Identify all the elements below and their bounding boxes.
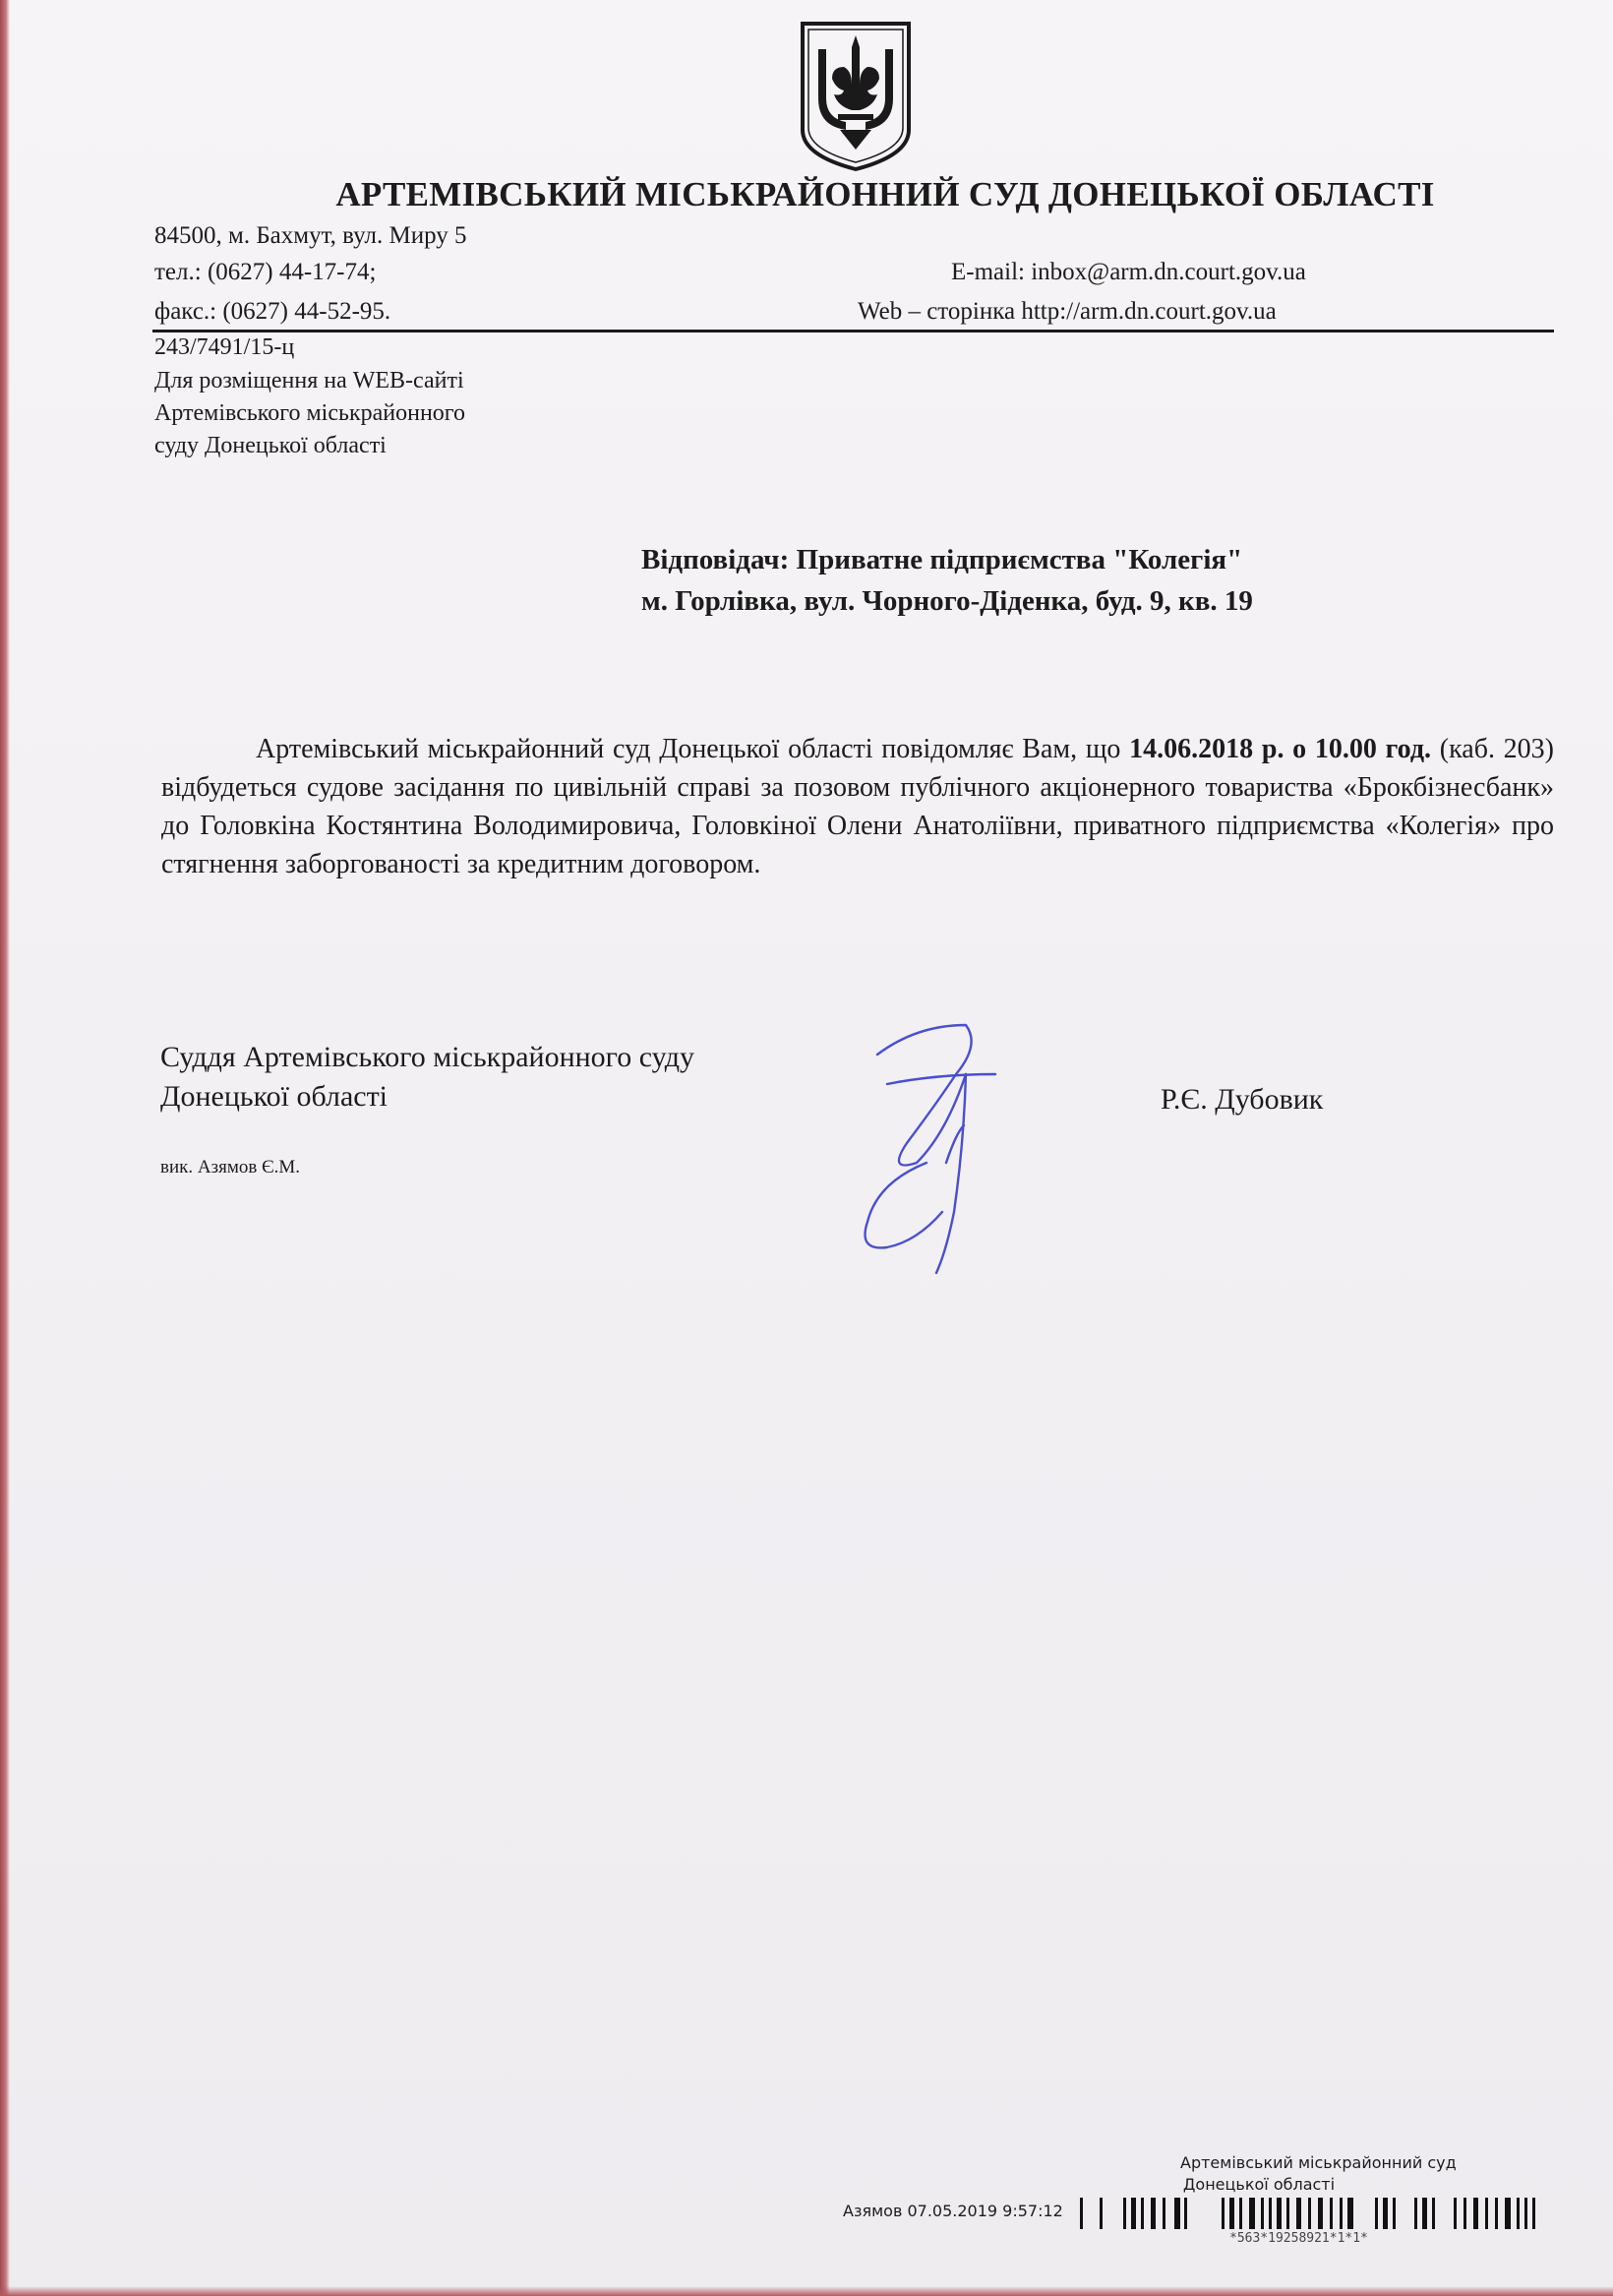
addressee-address: м. Горлівка, вул. Чорного-Діденка, буд. 9, кв. 19: [641, 585, 1253, 617]
coat-of-arms-icon: [797, 20, 915, 173]
handwritten-signature: [848, 1015, 1015, 1281]
scan-bottom-edge: [0, 2286, 1613, 2296]
notice-body: [161, 730, 1554, 883]
court-website: Web – сторінка http://arm.dn.court.gov.ua: [858, 298, 1277, 325]
court-fax: факс.: (0627) 44-52-95.: [154, 298, 391, 325]
web-note-line3: суду Донецької області: [154, 433, 387, 458]
case-number: 243/7491/15-ц: [154, 334, 295, 360]
judge-title-line1: Суддя Артемівського міськрайонного суду: [160, 1041, 695, 1073]
registration-stamp-meta: Азямов 07.05.2019 9:57:12: [843, 2202, 1063, 2220]
header-divider: [152, 330, 1554, 332]
addressee-name: Відповідач: Приватне підприємства "Колегія": [641, 544, 1243, 575]
court-name-heading: АРТЕМІВСЬКИЙ МІСЬКРАЙОННИЙ СУД ДОНЕЦЬКОЇ ОБЛАСТІ: [335, 175, 1435, 213]
executor-note: вик. Азямов Є.М.: [160, 1157, 301, 1178]
web-note-line2: Артемівського міськрайонного: [154, 400, 466, 426]
web-note-line1: Для розміщення на WEB-сайті: [154, 368, 464, 393]
stamp-court-line1: Артемівський міськрайонний суд: [1180, 2153, 1457, 2172]
judge-title-line2: Донецької області: [160, 1080, 388, 1113]
stamp-court-line2: Донецької області: [1182, 2175, 1336, 2194]
judge-title: [160, 1038, 694, 1117]
addressee-block: [641, 539, 1253, 622]
scan-left-edge: [0, 0, 10, 2296]
court-email: E-mail: inbox@arm.dn.court.gov.ua: [951, 259, 1306, 285]
judge-name: Р.Є. Дубовик: [1161, 1083, 1324, 1116]
notice-text-part2: (каб. 203) відбудеться судове засідання по цивільній справі за позовом публічного акціонерного товариства «Брокбізнесбанк» до Головкіна Костянтина Володимировича, Головкіної Олени Анатоліївни, приватного підприємства «Колегія» про стягнення заборгованості за кредитним договором.: [161, 734, 1554, 879]
barcode-number: *563*19258921*1*1*: [1229, 2231, 1368, 2246]
registration-stamp-court: [1180, 2152, 1457, 2196]
barcode-icon: [1080, 2196, 1557, 2231]
notice-text-part1: Артемівський міськрайонний суд Донецької області повідомляє Вам, що: [256, 734, 1130, 764]
court-address: 84500, м. Бахмут, вул. Миру 5: [154, 222, 467, 249]
court-phone: тел.: (0627) 44-17-74;: [154, 259, 377, 285]
hearing-date: 14.06.2018 р. о 10.00 год.: [1129, 734, 1432, 764]
